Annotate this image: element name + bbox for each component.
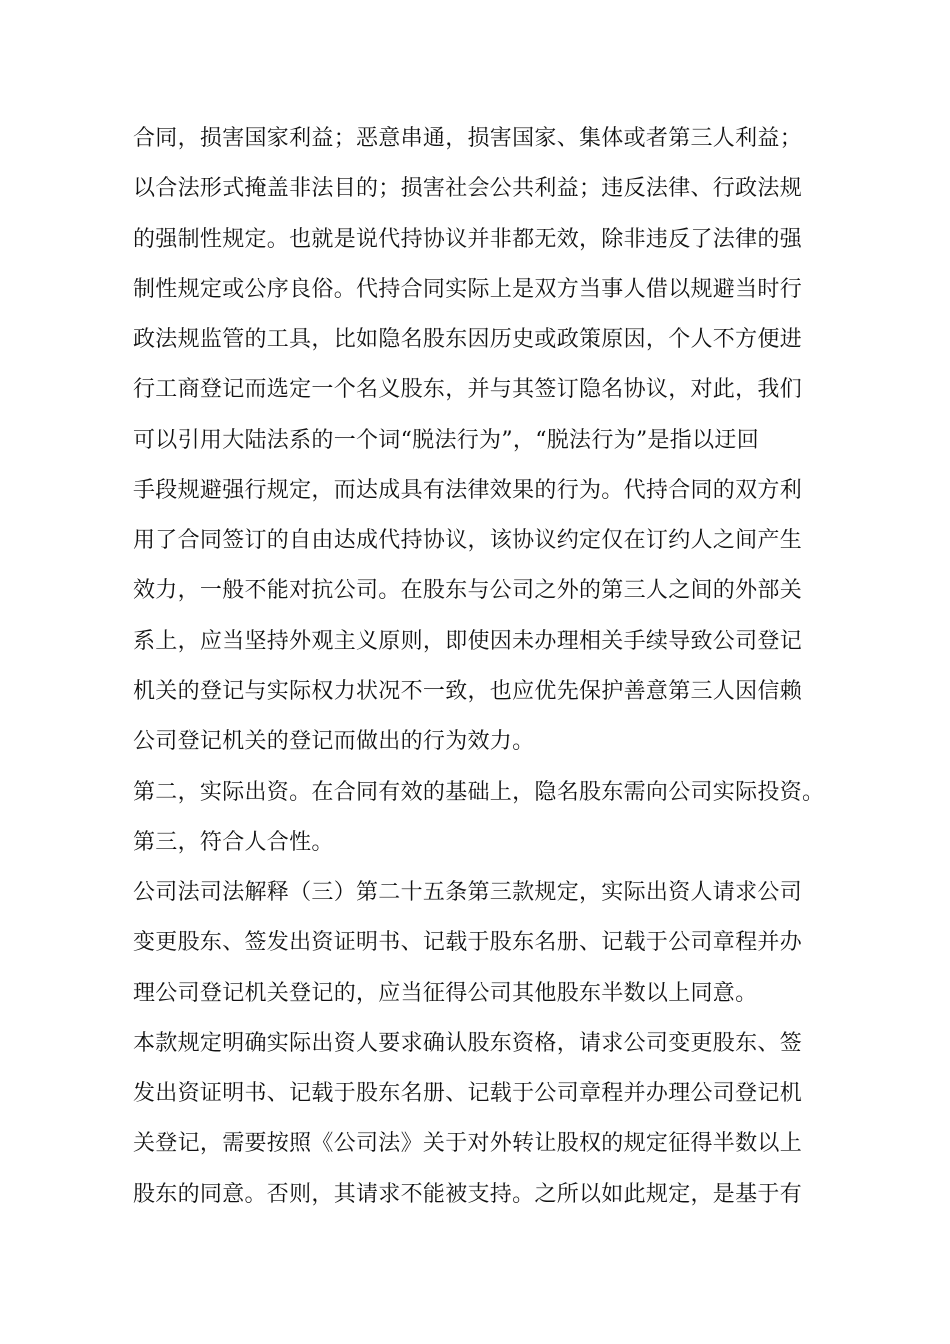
- text-line: 第三，符合人合性。: [133, 830, 334, 855]
- text-line: 关登记，需要按照《公司法》关于对外转让股权的规定征得半数以上: [133, 1131, 803, 1156]
- text-line: 变更股东、签发出资证明书、记载于股东名册、记载于公司章程并办: [133, 930, 803, 955]
- text-line: 公司法司法解释（三）第二十五条第三款规定，实际出资人请求公司: [133, 880, 803, 905]
- text-line: 手段规避强行规定，而达成具有法律效果的行为。代持合同的双方利: [133, 478, 803, 503]
- text-line: 的强制性规定。也就是说代持协议并非都无效，除非违反了法律的强: [133, 227, 803, 252]
- text-line: 效力，一般不能对抗公司。在股东与公司之外的第三人之间的外部关: [133, 578, 803, 603]
- text-line: 公司登记机关的登记而做出的行为效力。: [133, 729, 535, 754]
- text-line: 机关的登记与实际权力状况不一致，也应优先保护善意第三人因信赖: [133, 679, 803, 704]
- text-line: 用了合同签订的自由达成代持协议，该协议约定仅在订约人之间产生: [133, 528, 803, 553]
- text-line: 理公司登记机关登记的，应当征得公司其他股东半数以上同意。: [133, 981, 758, 1006]
- text-line: 合同，损害国家利益；恶意串通，损害国家、集体或者第三人利益；: [133, 126, 803, 151]
- text-line: 第二，实际出资。在合同有效的基础上，隐名股东需向公司实际投资。: [133, 780, 825, 805]
- text-line: 可以引用大陆法系的一个词“脱法行为”，“脱法行为”是指以迂回: [133, 428, 759, 453]
- text-line: 政法规监管的工具，比如隐名股东因历史或政策原因，个人不方便进: [133, 327, 803, 352]
- text-line: 本款规定明确实际出资人要求确认股东资格，请求公司变更股东、签: [133, 1031, 803, 1056]
- text-line: 行工商登记而选定一个名义股东，并与其签订隐名协议，对此，我们: [133, 377, 803, 402]
- text-line: 以合法形式掩盖非法目的；损害社会公共利益；违反法律、行政法规: [133, 176, 803, 201]
- text-line: 股东的同意。否则，其请求不能被支持。之所以如此规定，是基于有: [133, 1182, 803, 1207]
- text-line: 发出资证明书、记载于股东名册、记载于公司章程并办理公司登记机: [133, 1081, 803, 1106]
- text-line: 系上，应当坚持外观主义原则，即使因未办理相关手续导致公司登记: [133, 629, 803, 654]
- text-line: 制性规定或公序良俗。代持合同实际上是双方当事人借以规避当时行: [133, 277, 803, 302]
